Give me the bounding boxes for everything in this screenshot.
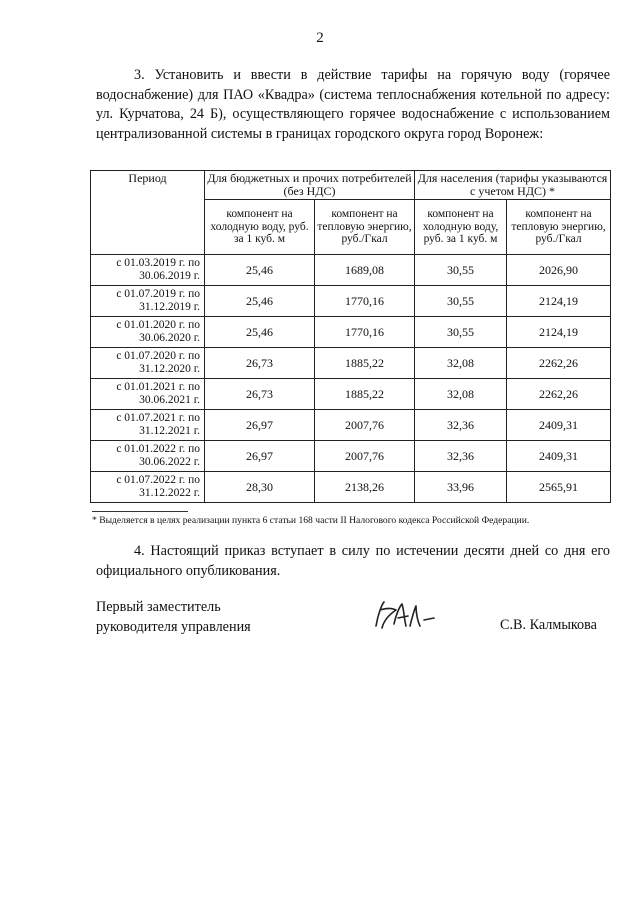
period-cell: с 01.03.2019 г. по 30.06.2019 г. [91,255,205,286]
value-cell: 32,36 [415,410,507,441]
value-cell: 32,08 [415,379,507,410]
table-row [91,286,611,317]
value-cell: 2124,19 [507,286,611,317]
subheader-population-heat: компонент на тепловую энергию, руб./Гкал [507,200,611,255]
paragraph-4: 4. Настоящий приказ вступает в силу по истечении десяти дней со дня его официального опубликования. [96,543,610,579]
value-cell: 2262,26 [507,348,611,379]
value-cell: 2026,90 [507,255,611,286]
table-row [91,472,611,503]
header-group-population: Для населения (тарифы указываются с учетом НДС) * [415,171,611,200]
value-cell: 30,55 [415,255,507,286]
value-cell: 2138,26 [315,472,415,503]
value-cell: 2409,31 [507,410,611,441]
subheader-budget-heat: компонент на тепловую энергию, руб./Гкал [315,200,415,255]
value-cell: 25,46 [205,255,315,286]
value-cell: 2007,76 [315,410,415,441]
value-cell: 30,55 [415,286,507,317]
period-cell: с 01.07.2019 г. по 31.12.2019 г. [91,286,205,317]
table-row [91,348,611,379]
value-cell: 2124,19 [507,317,611,348]
value-cell: 26,97 [205,441,315,472]
value-cell: 28,30 [205,472,315,503]
value-cell: 25,46 [205,317,315,348]
value-cell: 30,55 [415,317,507,348]
period-cell: с 01.07.2022 г. по 31.12.2022 г. [91,472,205,503]
value-cell: 26,73 [205,379,315,410]
period-cell: с 01.07.2021 г. по 31.12.2021 г. [91,410,205,441]
value-cell: 26,97 [205,410,315,441]
table-row [91,255,611,286]
signatory-position [96,598,251,637]
value-cell: 2409,31 [507,441,611,472]
period-cell: с 01.01.2021 г. по 30.06.2021 г. [91,379,205,410]
table-row [91,317,611,348]
header-group-budget: Для бюджетных и прочих потребителей (без НДС) [205,171,415,200]
handwritten-signature [370,596,450,636]
table-row [91,441,611,472]
value-cell: 1885,22 [315,379,415,410]
value-cell: 2262,26 [507,379,611,410]
value-cell: 26,73 [205,348,315,379]
signatory-position-line2: руководителя управления [96,618,251,635]
value-cell: 2565,91 [507,472,611,503]
signatory-position-line1: Первый заместитель [96,599,221,615]
header-period: Период [91,171,205,255]
footnote-divider [92,511,188,512]
value-cell: 2007,76 [315,441,415,472]
paragraph-3: 3. Установить и ввести в действие тарифы на горячую воду (горячее водоснабжение) для ПАО «Квадра» (система теплоснабжения котельной по адресу: ул. Курчатова, 24 Б), осуществляющего горячее водоснабжение с использованием централизованной системы в границах городского округа город Воронеж: [96,67,610,142]
value-cell: 1770,16 [315,317,415,348]
subheader-budget-cold-water: компонент на холодную воду, руб. за 1 куб. м [205,200,315,255]
value-cell: 33,96 [415,472,507,503]
page-number: 2 [316,30,324,46]
value-cell: 1885,22 [315,348,415,379]
table-row [91,410,611,441]
value-cell: 1689,08 [315,255,415,286]
value-cell: 1770,16 [315,286,415,317]
subheader-population-cold-water: компонент на холодную воду, руб. за 1 куб. м [415,200,507,255]
value-cell: 25,46 [205,286,315,317]
value-cell: 32,08 [415,348,507,379]
footnote: * Выделяется в целях реализации пункта 6 статьи 168 части II Налогового кодекса Российской Федерации. [92,515,530,526]
value-cell: 32,36 [415,441,507,472]
period-cell: с 01.01.2020 г. по 30.06.2020 г. [91,317,205,348]
table-row [91,379,611,410]
tariff-table [90,170,611,503]
period-cell: с 01.07.2020 г. по 31.12.2020 г. [91,348,205,379]
period-cell: с 01.01.2022 г. по 30.06.2022 г. [91,441,205,472]
signatory-name: С.В. Калмыкова [500,617,597,633]
